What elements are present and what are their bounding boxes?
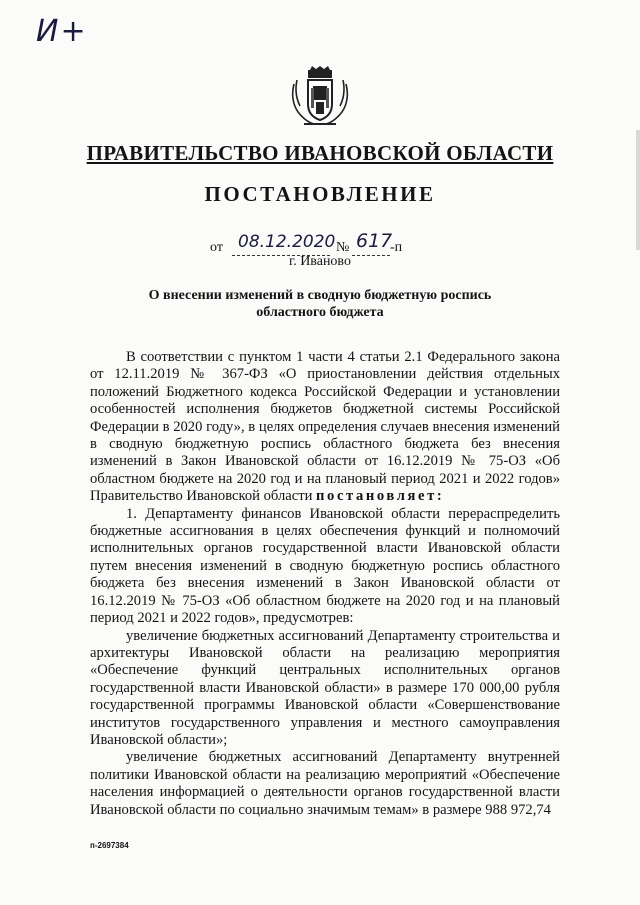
coat-of-arms-emblem: [288, 66, 352, 128]
document-body: [90, 349, 560, 819]
preamble-text: В соответствии с пунктом 1 части 4 статьи 2.1 Федерального закона от 12.11.2019 № 367-ФЗ «О приостановлении действия отдельных положений Бюджетного кодекса Российской Федерации и установлении особенностей исполнения бюджетов бюджетной системы Российской Федерации в 2020 году», в целях определения случаев внесения изменений в сводную бюджетную роспись областного бюджета без внесения изменений в Закон Ивановской области от 16.12.2019 № 75-ОЗ «Об областном бюджете на 2020 год и на плановый период 2021 и 2022 годов» Правительство Ивановской области: [90, 349, 560, 505]
document-subject: О внесении изменений в сводную бюджетную роспись областного бюджета: [148, 288, 492, 320]
number-sign: №: [336, 240, 350, 255]
handwritten-date: 08.12.2020: [238, 232, 336, 252]
paragraph-preamble: [90, 349, 560, 506]
government-title: ПРАВИТЕЛЬСТВО ИВАНОВСКОЙ ОБЛАСТИ: [86, 141, 554, 165]
city: г. Иваново: [289, 254, 351, 269]
date-prefix: от: [210, 240, 223, 255]
handwritten-number: 617: [356, 230, 393, 252]
document-code: п-2697384: [90, 841, 129, 850]
scan-edge: [636, 130, 640, 250]
handwritten-mark: И+: [36, 14, 88, 49]
decree-word: постановляет:: [316, 488, 445, 505]
document-type: ПОСТАНОВЛЕНИЕ: [204, 182, 436, 206]
number-suffix: -п: [390, 240, 403, 255]
paragraph-item-1: 1. Департаменту финансов Ивановской области перераспределить бюджетные ассигнования в целях обеспечения функций и полномочий исполнительных органов государственной власти Ивановской области путем внесения изменений в сводную бюджетную роспись областного бюджета без внесения изменений в Закон Ивановской области от 16.12.2019 № 75-ОЗ «Об областном бюджете на 2020 год и на плановый период 2021 и 2022 годов», предусмотрев:: [90, 505, 560, 627]
paragraph-increase-internal-policy: увеличение бюджетных ассигнований Департаменту внутренней политики Ивановской области на реализацию мероприятий «Обеспечение населения информацией о деятельности органов государственной власти Ивановской области по социально значимым темам» в размере 988 972,74: [90, 749, 560, 818]
paragraph-increase-construction: увеличение бюджетных ассигнований Департаменту строительства и архитектуры Ивановской области на реализацию мероприятия «Обеспечение функций центральных исполнительных органов государственной власти Ивановской области» в размере 170 000,00 рубля государственной программы Ивановской области «Совершенствование институтов государственного управления и местного самоуправления Ивановской области»;: [90, 627, 560, 748]
